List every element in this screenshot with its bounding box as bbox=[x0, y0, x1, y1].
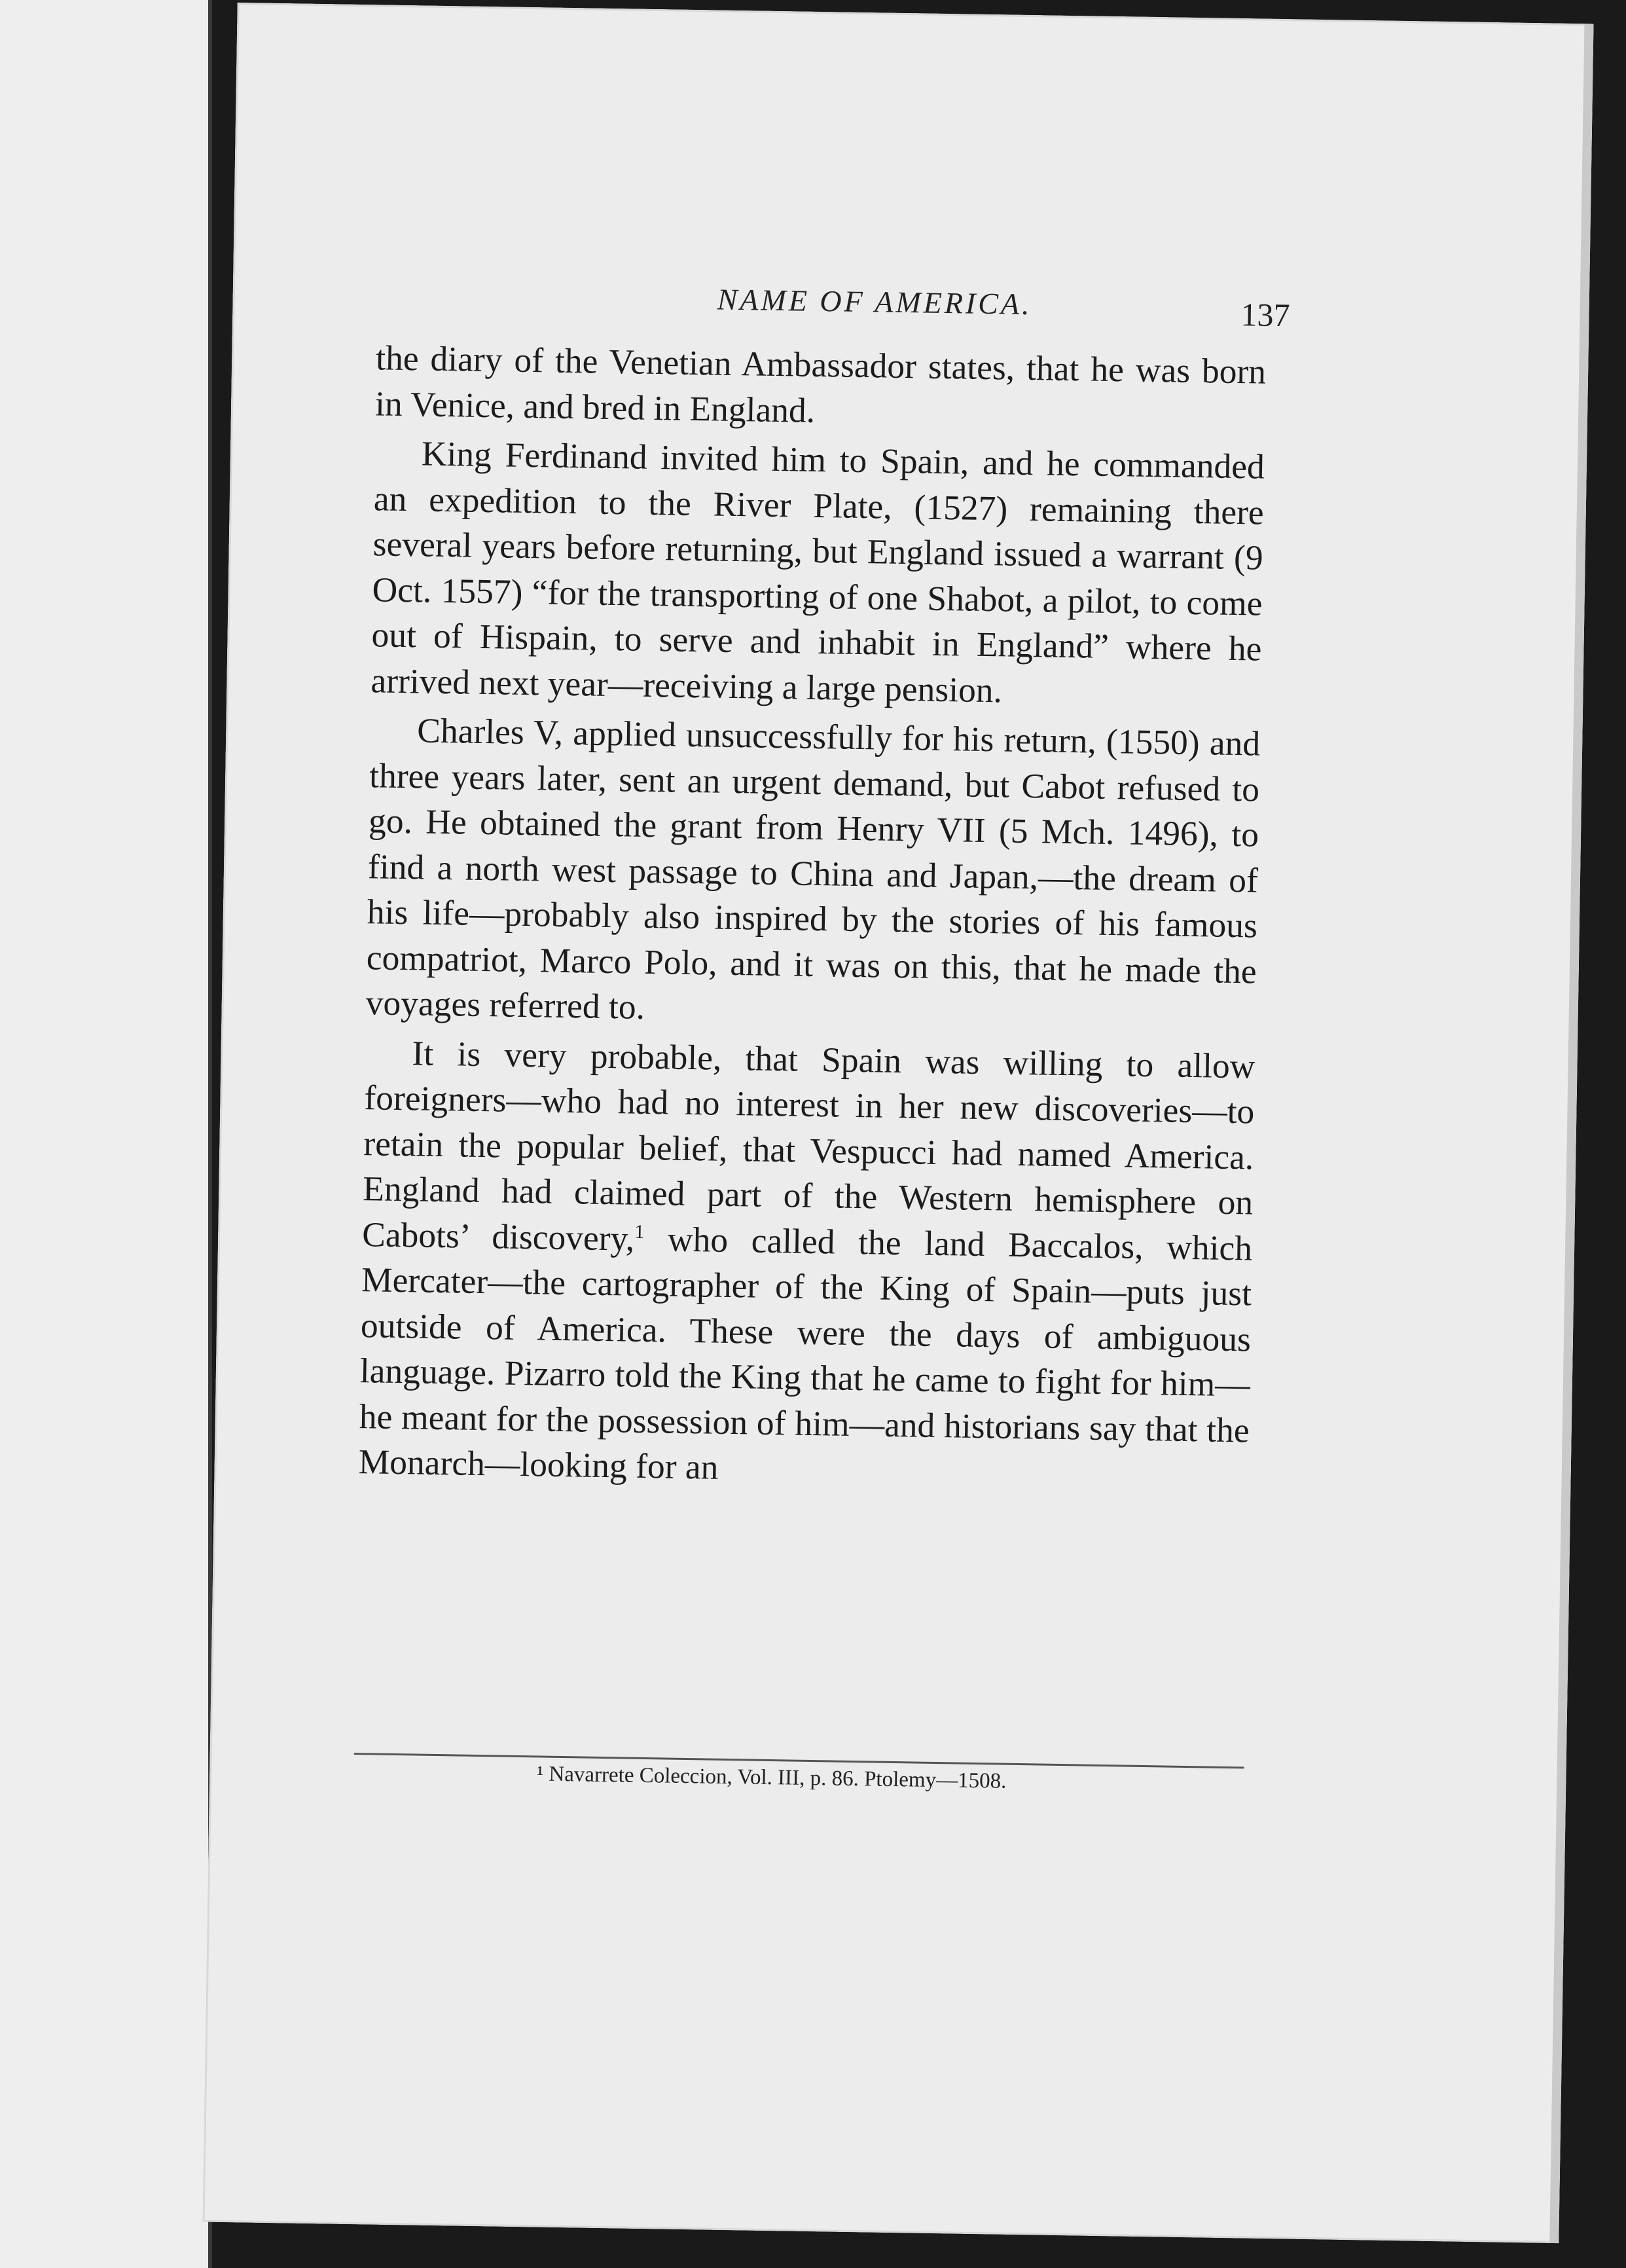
body-text bbox=[358, 335, 1266, 1499]
page-number: 137 bbox=[1240, 296, 1290, 334]
footnote: ¹ Navarrete Coleccion, Vol. III, p. 86. Ptolemy—1508. bbox=[537, 1762, 1007, 1793]
previous-page-edge bbox=[0, 0, 212, 2268]
paragraph-1: the diary of the Venetian Ambassador states, that he was born in Venice, and bred in England. bbox=[374, 338, 1267, 430]
page-edge-shadow bbox=[1549, 24, 1593, 2243]
paragraph-3: Charles V, applied unsuccessfully for his return, (1550) and three years later, sent an urgent demand, but Cabot refused to go. He obtained the grant from Henry VII (5 Mch. 1496), to find a north west passage to China and Japan,—the dream of his life—probably also inspired by the stories of his famous compatriot, Marco Polo, and it was on this, that he made the voyages referred to. bbox=[365, 710, 1261, 1027]
paragraph-4-part-1: It is very probable, that Spain was willing to allow foreigners—who had no interest in her new discoveries—to retain the popular belief, that Vespucci had named America. England had claimed part of the Western hemisphere on Cabots’ discovery, bbox=[361, 1033, 1256, 1258]
running-head: NAME OF AMERICA. bbox=[717, 282, 1032, 321]
paragraph-2: King Ferdinand invited him to Spain, and he commanded an expedition to the River Plate, (1527) remaining there several years before returning, but England issued a warrant (9 Oct. 1557) “for the transporting of one Shabot, a pilot, to come out of Hispain, to serve and inhabit in England” where he arrived next year—receiving a large pension. bbox=[370, 433, 1265, 710]
paragraph-4-part-2: who called the land Baccalos, which Mercater—the cartographer of the King of Spain—puts just outside of America. These were the days of ambiguous language. Pizarro told the King that he came to fight for him—he meant for the possession of him—and historians say that the Monarch—looking for an bbox=[358, 1218, 1253, 1487]
footnote-reference: 1 bbox=[634, 1220, 645, 1243]
paragraph-4 bbox=[358, 1030, 1256, 1499]
book-page bbox=[203, 3, 1594, 2243]
